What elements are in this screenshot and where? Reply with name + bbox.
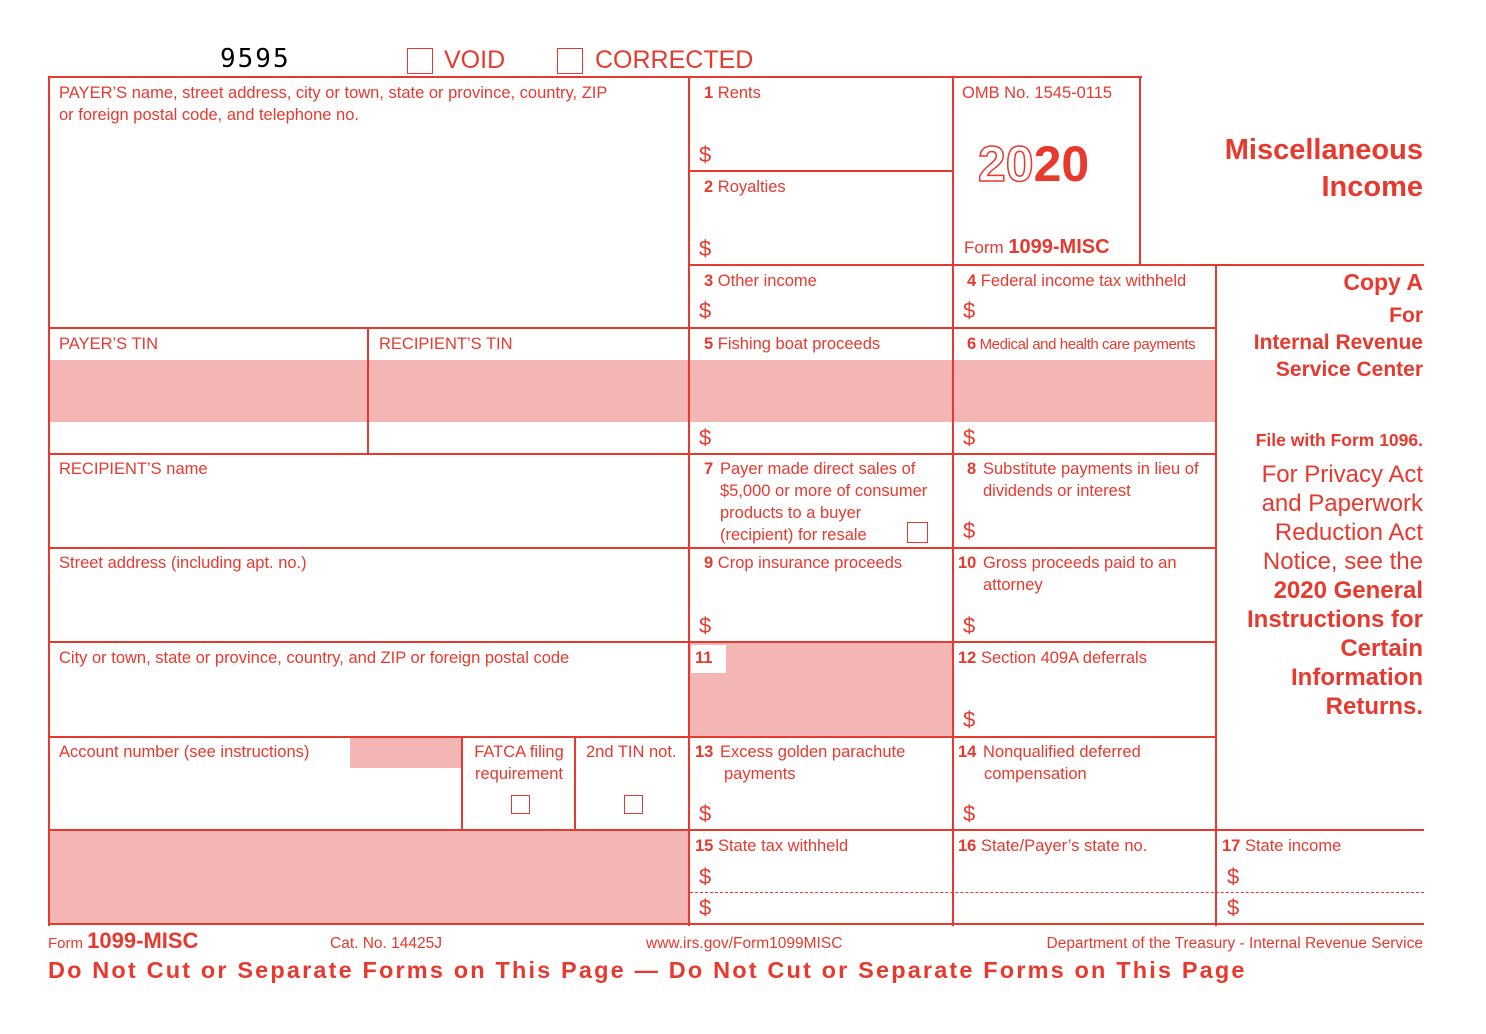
payer-name-label-line1: PAYER’S name, street address, city or town, state or province, country, ZIP <box>59 84 608 102</box>
box9-dollar: $ <box>699 613 712 638</box>
box17-dollar-2: $ <box>1227 895 1240 920</box>
irs-center-line2: Service Center <box>1275 358 1423 381</box>
box2-dollar: $ <box>699 236 712 261</box>
box8-dollar: $ <box>963 518 976 543</box>
box9-text: Crop insurance proceeds <box>717 554 903 572</box>
second-tin-checkbox[interactable] <box>624 795 643 814</box>
box17-number: 17 <box>1222 837 1241 855</box>
privacy-notice <box>1220 460 1423 721</box>
fatca-label-line1: FATCA filing <box>474 743 564 761</box>
box10-number: 10 <box>958 554 977 572</box>
irs-center-line1: Internal Revenue <box>1253 331 1423 354</box>
box13-line-1: Excess golden parachute <box>720 743 906 761</box>
box2-number: 2 <box>704 178 714 196</box>
line-v-1216-bottom <box>1215 831 1217 926</box>
line-h-737 <box>48 736 1216 738</box>
box1-text: Rents <box>717 84 761 102</box>
box5-label <box>704 333 880 355</box>
box16-number: 16 <box>958 837 977 855</box>
box17-dollar-1: $ <box>1227 864 1240 889</box>
do-not-cut-warning: Do Not Cut or Separate Forms on This Page — Do Not Cut or Separate Forms on This Page <box>48 957 1247 983</box>
box14-dollar: $ <box>963 801 976 826</box>
corrected-label: CORRECTED <box>595 46 754 74</box>
box6-number: 6 <box>967 335 976 353</box>
header-form-name <box>964 236 1110 259</box>
form-title-line2: Income <box>1321 171 1423 203</box>
box1-label <box>704 82 761 104</box>
box3-label <box>704 270 817 292</box>
footer-form-name <box>48 928 198 957</box>
recipient-tin-label: RECIPIENT’S TIN <box>379 335 513 353</box>
second-tin-label: 2nd TIN not. <box>586 743 677 761</box>
line-top-border <box>48 76 1142 78</box>
box12-number: 12 <box>958 649 977 667</box>
box8-line-2: dividends or interest <box>983 482 1131 500</box>
fatca-label-line2: requirement <box>474 765 564 783</box>
city-label: City or town, state or province, country, and ZIP or foreign postal code <box>59 649 570 667</box>
instr-line-3: Certain <box>1340 635 1423 662</box>
line-bottom-border <box>48 923 1424 925</box>
privacy-line-4: Notice, see the <box>1262 548 1423 575</box>
tin-shade-left <box>49 360 689 422</box>
tax-year-outline: 20 <box>978 136 1034 192</box>
instr-line-2: Instructions for <box>1246 606 1423 633</box>
box12-dollar: $ <box>963 707 976 732</box>
box2-label <box>704 176 786 198</box>
box14-line-2: compensation <box>984 765 1087 783</box>
box3-number: 3 <box>704 272 714 290</box>
corrected-checkbox[interactable] <box>557 48 583 74</box>
box13-line-2: payments <box>724 765 796 783</box>
box1-number: 1 <box>704 84 714 102</box>
fatca-label <box>464 741 574 785</box>
payer-name-label <box>59 82 607 126</box>
copy-for-label: For <box>1389 304 1423 327</box>
box14-line-1: Nonqualified deferred <box>983 743 1141 761</box>
privacy-line-1: For Privacy Act <box>1261 461 1423 488</box>
box11-shade <box>689 643 953 737</box>
box15-dollar-1: $ <box>699 864 712 889</box>
privacy-line-3: Reduction Act <box>1274 519 1423 546</box>
box6-label <box>967 333 1195 356</box>
treasury-dept: Department of the Treasury - Internal Revenue Service <box>1046 935 1423 952</box>
box5-dollar: $ <box>699 425 712 450</box>
instr-line-5: Returns. <box>1325 693 1423 720</box>
line-h-266 <box>689 264 1424 266</box>
box10-dollar: $ <box>963 613 976 638</box>
box5-text: Fishing boat proceeds <box>717 335 881 353</box>
box14-number: 14 <box>958 743 977 761</box>
box15-number: 15 <box>695 837 714 855</box>
box1-dollar: $ <box>699 142 712 167</box>
box15-dollar-2: $ <box>699 895 712 920</box>
copy-a-label: Copy A <box>1343 269 1423 295</box>
file-with-label: File with Form 1096. <box>1255 430 1423 450</box>
box7-line-2: $5,000 or more of consumer <box>720 482 928 500</box>
line-h-171 <box>689 170 953 172</box>
box17-text: State income <box>1244 837 1342 855</box>
form-title-line1: Miscellaneous <box>1224 134 1423 166</box>
privacy-line-2: and Paperwork <box>1261 490 1423 517</box>
box16-label <box>958 835 1147 857</box>
footer-form-number: 1099-MISC <box>87 928 199 953</box>
irs-url: www.irs.gov/Form1099MISC <box>646 935 843 952</box>
payer-tin-label: PAYER’S TIN <box>59 335 159 353</box>
box12-text: Section 409A deferrals <box>980 649 1147 667</box>
box9-label <box>704 552 902 574</box>
box5-number: 5 <box>704 335 714 353</box>
irs-center-label <box>1220 329 1423 383</box>
line-v-462 <box>461 737 463 831</box>
void-label: VOID <box>444 46 506 74</box>
box3-dollar: $ <box>699 298 712 323</box>
tax-year <box>978 136 1089 192</box>
line-v-575 <box>574 737 576 831</box>
line-h-642 <box>48 641 1216 643</box>
state-dashed-line <box>690 892 1424 893</box>
box11-number: 11 <box>695 649 713 667</box>
box3-text: Other income <box>717 272 817 290</box>
footer-form-prefix: Form <box>48 935 83 952</box>
box15-text: State tax withheld <box>717 837 849 855</box>
box8-number: 8 <box>967 460 977 478</box>
box8-line-1: Substitute payments in lieu of <box>983 460 1199 478</box>
box4-dollar: $ <box>963 298 976 323</box>
fatca-checkbox[interactable] <box>511 795 530 814</box>
void-checkbox[interactable] <box>407 48 433 74</box>
instr-line-1: 2020 General <box>1273 577 1423 604</box>
line-h-329 <box>48 327 1216 329</box>
box6-dollar: $ <box>963 425 976 450</box>
box17-label <box>1222 835 1341 857</box>
box2-text: Royalties <box>717 178 786 196</box>
account-number-label: Account number (see instructions) <box>59 743 310 761</box>
box7-number: 7 <box>704 460 714 478</box>
line-h-548 <box>48 547 1216 549</box>
line-v-368 <box>367 328 369 455</box>
form-title <box>1150 132 1423 206</box>
box7-line-1: Payer made direct sales of <box>720 460 916 478</box>
box12-label <box>958 647 1147 669</box>
box10-line-1: Gross proceeds paid to an <box>983 554 1177 572</box>
line-v-1140 <box>1139 77 1141 266</box>
line-v-689 <box>688 77 690 926</box>
street-address-label: Street address (including apt. no.) <box>59 554 307 572</box>
bottom-left-shade <box>49 831 689 924</box>
box7-line-4: (recipient) for resale <box>720 526 867 544</box>
box13-dollar: $ <box>699 801 712 826</box>
header-form-prefix: Form <box>964 238 1004 257</box>
payer-name-label-line2: or foreign postal code, and telephone no. <box>59 106 359 124</box>
recipient-name-label: RECIPIENT’S name <box>59 460 208 478</box>
box16-text: State/Payer’s state no. <box>980 837 1148 855</box>
box7-checkbox[interactable] <box>907 522 928 543</box>
instr-line-4: Information <box>1291 664 1423 691</box>
header-form-number: 1099-MISC <box>1008 236 1110 258</box>
box11-label <box>695 647 712 669</box>
box4-text: Federal income tax withheld <box>980 272 1187 290</box>
box15-label <box>695 835 848 857</box>
box4-label <box>967 270 1186 292</box>
box10-line-2: attorney <box>983 576 1043 594</box>
box4-number: 4 <box>967 272 977 290</box>
tax-year-bold: 20 <box>1033 136 1090 192</box>
box7-line-3: products to a buyer <box>720 504 862 522</box>
omb-number: OMB No. 1545-0115 <box>962 84 1113 102</box>
line-h-831 <box>48 829 1424 831</box>
catalog-number: Cat. No. 14425J <box>330 935 443 952</box>
box9-number: 9 <box>704 554 714 572</box>
line-v-953 <box>952 77 954 926</box>
line-left-border <box>48 77 50 926</box>
box13-number: 13 <box>695 743 714 761</box>
line-h-454 <box>48 453 1216 455</box>
form-code: 9595 <box>220 44 291 74</box>
box6-text: Medical and health care payments <box>979 336 1196 353</box>
account-shade <box>350 738 461 768</box>
